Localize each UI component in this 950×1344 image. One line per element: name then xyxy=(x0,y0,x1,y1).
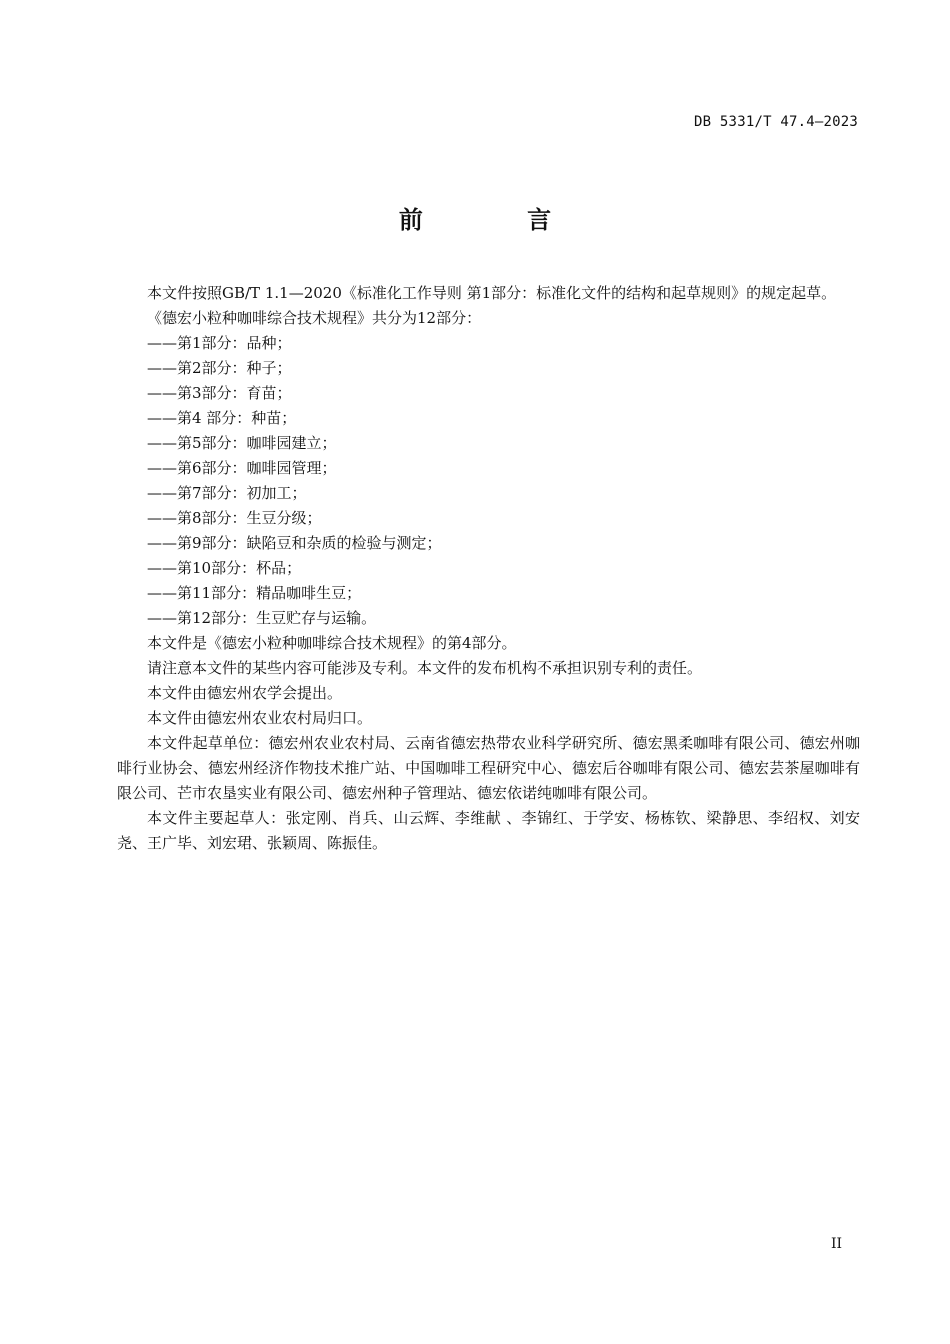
part-item: ——第5部分：咖啡园建立； xyxy=(147,434,337,452)
drafting-units-paragraph: 本文件起草单位：德宏州农业农村局、云南省德宏热带农业科学研究所、德宏黑柔咖啡有限公司、德宏州咖啡行业协会、德宏州经济作物技术推广站、中国咖啡工程研究中心、德宏后谷咖啡有限公司、德宏芸茶屋咖啡有限公司、芒市农垦实业有限公司、德宏州种子管理站、德宏依诺纯咖啡有限公司。 xyxy=(117,734,860,802)
this-part-paragraph: 本文件是《德宏小粒种咖啡综合技术规程》的第4部分。 xyxy=(147,634,517,652)
series-paragraph: 《德宏小粒种咖啡综合技术规程》共分为12部分： xyxy=(147,309,482,327)
part-item: ——第11部分：精品咖啡生豆； xyxy=(147,584,362,602)
standard-code: DB 5331/T 47.4—2023 xyxy=(694,114,858,130)
part-item: ——第3部分：育苗； xyxy=(147,384,292,402)
part-item: ——第12部分：生豆贮存与运输。 xyxy=(147,609,377,627)
proposer-paragraph: 本文件由德宏州农学会提出。 xyxy=(147,684,343,702)
part-item: ——第1部分：品种； xyxy=(147,334,292,352)
drafters-paragraph: 本文件主要起草人：张定刚、肖兵、山云辉、李维献 、李锦红、于学安、杨栋钦、梁静思、李绍权、刘安尧、王广毕、刘宏珺、张颖周、陈振佳。 xyxy=(117,809,860,852)
page-number: II xyxy=(830,1236,842,1252)
part-item: ——第9部分：缺陷豆和杂质的检验与测定； xyxy=(147,534,442,552)
page-title: 前 言 xyxy=(398,206,600,234)
administrator-paragraph: 本文件由德宏州农业农村局归口。 xyxy=(147,709,373,727)
part-item: ——第8部分：生豆分级； xyxy=(147,509,322,527)
part-item: ——第2部分：种子； xyxy=(147,359,292,377)
intro-paragraph: 本文件按照GB/T 1.1—2020《标准化工作导则 第1部分：标准化文件的结构和起草规则》的规定起草。 xyxy=(147,284,837,302)
part-item: ——第10部分：杯品； xyxy=(147,559,302,577)
part-item: ——第7部分：初加工； xyxy=(147,484,307,502)
patent-paragraph: 请注意本文件的某些内容可能涉及专利。本文件的发布机构不承担识别专利的责任。 xyxy=(147,659,703,677)
part-item: ——第6部分：咖啡园管理； xyxy=(147,459,337,477)
part-item: ——第4 部分：种苗； xyxy=(147,409,297,427)
foreword-body xyxy=(117,281,860,856)
